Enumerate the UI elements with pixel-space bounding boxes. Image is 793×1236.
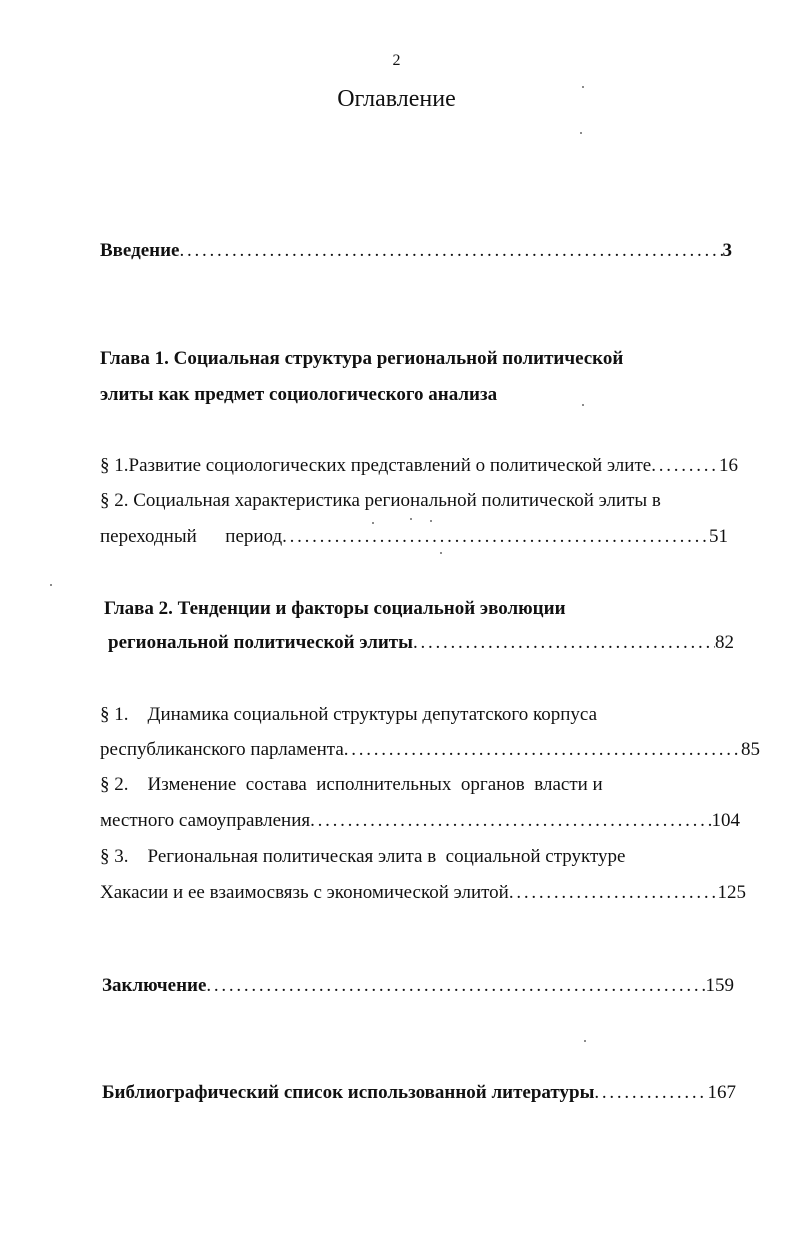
toc-entry-label: Введение bbox=[100, 240, 180, 261]
toc-entry-intro bbox=[100, 240, 732, 262]
toc-entry-label: местного самоуправления bbox=[100, 810, 311, 831]
dot-leader bbox=[344, 739, 741, 761]
scan-speck bbox=[580, 132, 582, 134]
dot-leader bbox=[282, 526, 709, 548]
toc-entry-ch2-s1-line1: § 1. Динамика социальной структуры депутатского корпуса bbox=[100, 704, 597, 725]
toc-entry-label: Библиографический список использованной литературы bbox=[102, 1082, 595, 1103]
scan-speck bbox=[430, 520, 432, 522]
toc-entry-label: региональной политической элиты bbox=[108, 632, 413, 653]
toc-entry-label: § 1.Развитие социологических представлений о политической элите bbox=[100, 455, 652, 476]
dot-leader bbox=[206, 975, 705, 997]
toc-entry-conclusion bbox=[102, 975, 734, 997]
dot-leader bbox=[310, 810, 711, 832]
toc-entry-page: 82 bbox=[715, 632, 734, 653]
toc-entry-ch1-s1 bbox=[100, 455, 738, 477]
toc-entry-ch2 bbox=[108, 632, 734, 654]
toc-entry-page: 51 bbox=[709, 526, 728, 547]
toc-entry-page: 167 bbox=[707, 1082, 736, 1103]
dot-leader bbox=[180, 240, 723, 262]
chapter1-title-line2: элиты как предмет социологического анализа bbox=[100, 384, 498, 405]
scan-speck bbox=[50, 584, 52, 586]
scan-speck bbox=[582, 86, 584, 88]
page-title: Оглавление bbox=[337, 86, 456, 112]
toc-entry-label: республиканского парламента bbox=[100, 739, 344, 760]
toc-entry-ch1-s2 bbox=[100, 526, 728, 548]
scan-speck bbox=[582, 404, 584, 406]
chapter1-title-line1: Глава 1. Социальная структура региональной политической bbox=[100, 348, 624, 369]
chapter2-title-line1: Глава 2. Тенденции и факторы социальной эволюции bbox=[104, 598, 566, 619]
toc-entry-page: 3 bbox=[722, 240, 732, 261]
dot-leader bbox=[651, 455, 719, 477]
scan-speck bbox=[584, 1040, 586, 1042]
toc-entry-ch2-s3-line1: § 3. Региональная политическая элита в социальной структуре bbox=[100, 846, 626, 867]
toc-entry-page: 104 bbox=[711, 810, 740, 831]
toc-entry-label: Хакасии и ее взаимосвязь с экономической элитой bbox=[100, 882, 509, 903]
toc-entry-ch2-s2 bbox=[100, 810, 740, 832]
toc-entry-ch2-s2-line1: § 2. Изменение состава исполнительных органов власти и bbox=[100, 774, 603, 795]
toc-entry-page: 85 bbox=[741, 739, 760, 760]
toc-entry-page: 159 bbox=[705, 975, 734, 996]
dot-leader bbox=[509, 882, 718, 904]
dot-leader bbox=[413, 632, 715, 654]
toc-entry-ch2-s1 bbox=[100, 739, 760, 761]
toc-entry-label: переходный период bbox=[100, 526, 283, 547]
dot-leader bbox=[594, 1082, 707, 1104]
toc-entry-page: 125 bbox=[717, 882, 746, 903]
scan-speck bbox=[410, 518, 412, 520]
scan-speck bbox=[372, 522, 374, 524]
toc-entry-ch1-s2-line1: § 2. Социальная характеристика региональной политической элиты в bbox=[100, 490, 661, 511]
page-number: 2 bbox=[392, 52, 401, 69]
toc-entry-label: Заключение bbox=[102, 975, 207, 996]
toc-entry-bibliography bbox=[102, 1082, 736, 1104]
toc-entry-page: 16 bbox=[719, 455, 738, 476]
scan-speck bbox=[440, 552, 442, 554]
toc-entry-ch2-s3 bbox=[100, 882, 746, 904]
